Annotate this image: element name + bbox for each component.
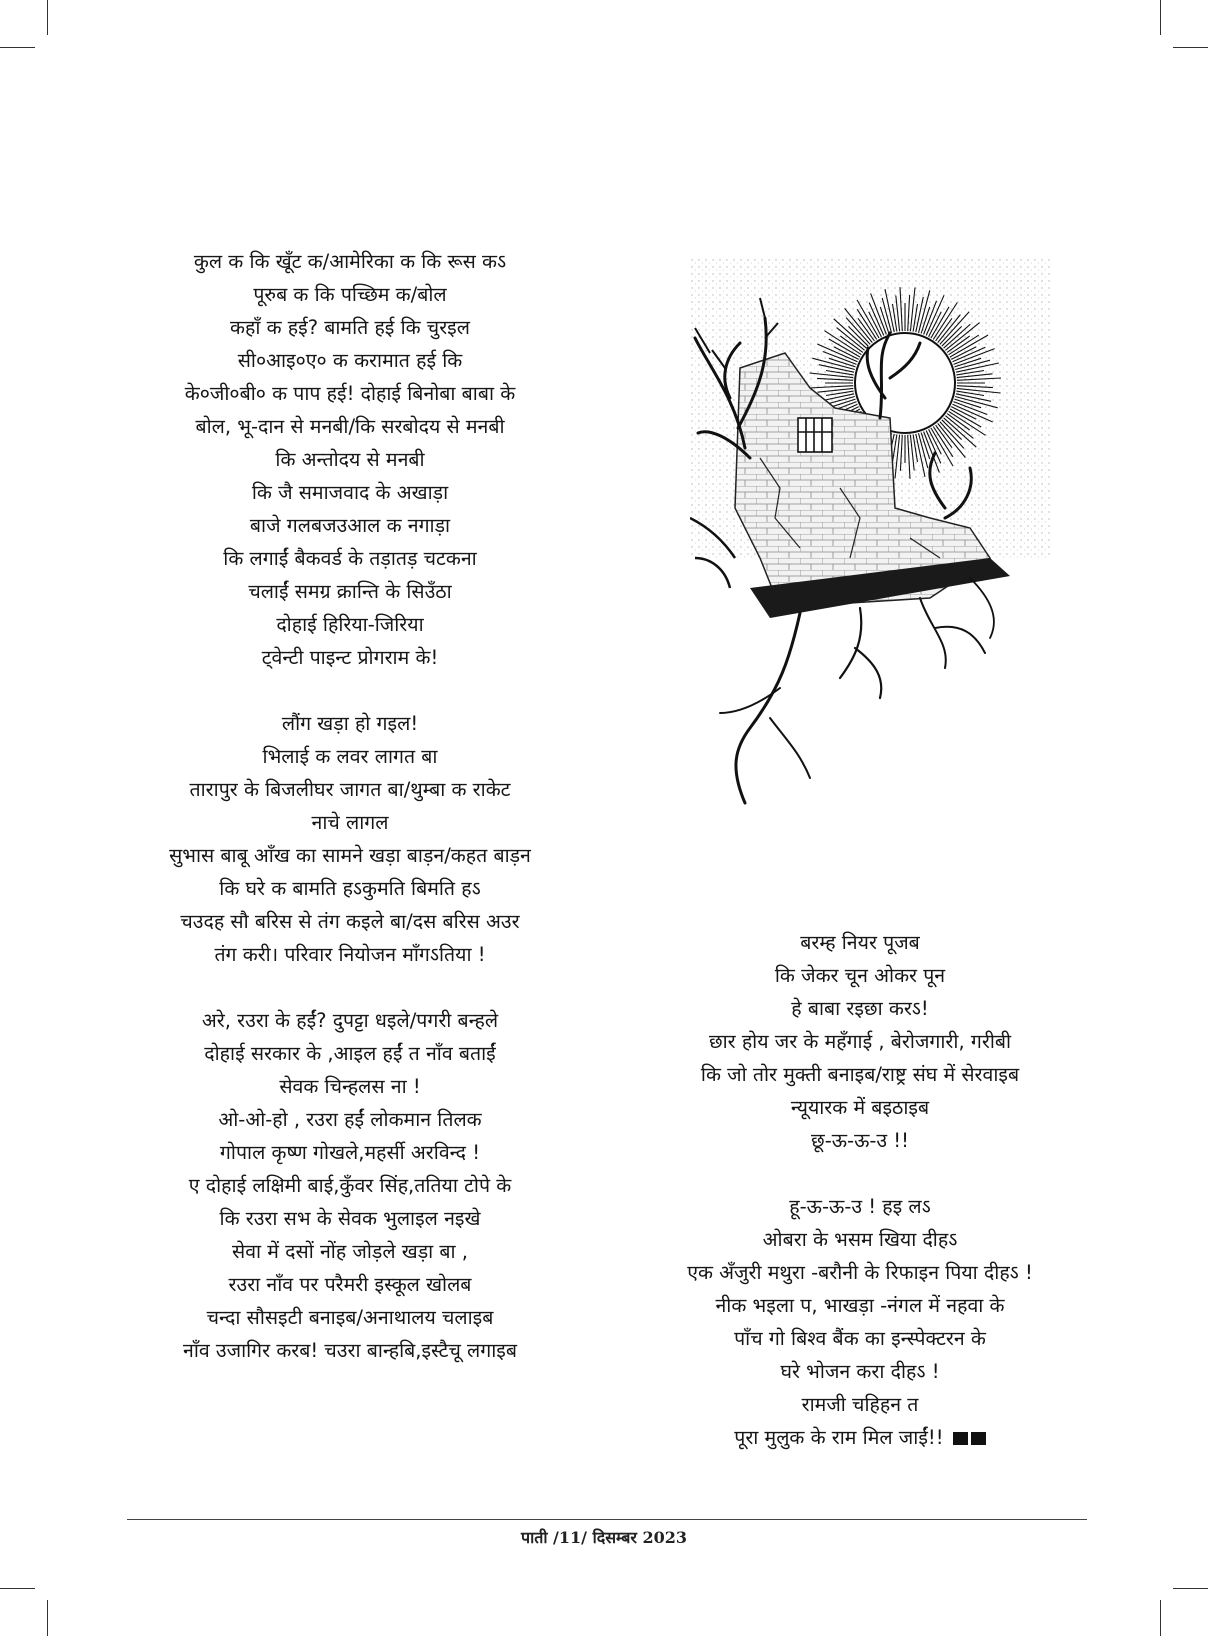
- poem-line: तारापुर के बिजलीघर जागत बा/थुम्बा क राकेट: [189, 778, 511, 801]
- stanza-2: [120, 707, 580, 971]
- window-icon: [798, 418, 832, 452]
- poem-line: सेवा में दसों नोंह जोड़ले खड़ा बा ,: [232, 1240, 468, 1263]
- crop-mark-bottom-right-h: [1173, 1588, 1208, 1589]
- crop-mark-bottom-right-v: [1160, 1600, 1161, 1636]
- poem-left-column: [120, 245, 580, 1367]
- stanza-1: [120, 245, 580, 674]
- crop-mark-top-right-h: [1173, 47, 1208, 48]
- crop-mark-top-left-h: [0, 47, 35, 48]
- end-mark-icon: [953, 1432, 968, 1445]
- poem-line: कि जेकर चून ओकर पून: [774, 964, 946, 987]
- poem-line: रामजी चहिहन त: [801, 1393, 919, 1416]
- poem-line: नाचे लागल: [311, 811, 389, 834]
- poem-line: गोपाल कृष्ण गोखले,महर्सी अरविन्द !: [219, 1141, 481, 1164]
- poem-line: चन्दा सौसइटी बनाइब/अनाथालय चलाइब: [206, 1306, 494, 1329]
- poem-line: एक अँजुरी मथुरा -बरौनी के रिफाइन पिया दीहऽ !: [687, 1261, 1033, 1284]
- poem-line: नीक भइला प, भाखड़ा -नंगल में नहवा के: [715, 1294, 1005, 1317]
- stanza-1: [640, 926, 1080, 1157]
- poem-line: छार होय जर के महँगाई , बेरोजगारी, गरीबी: [708, 1030, 1012, 1053]
- poem-line: लौंग खड़ा हो गइल!: [281, 712, 419, 735]
- poem-line: बाजे गलबजउआल क नगाड़ा: [249, 514, 451, 537]
- poem-line: के०जी०बी० क पाप हई! दोहाई बिनोबा बाबा के: [184, 382, 516, 405]
- poem-line: पाँच गो बिश्व बैंक का इन्स्पेक्टरन के: [734, 1327, 986, 1350]
- stanza-gap: [120, 674, 580, 707]
- last-line-text: पूरा मुलुक के राम मिल जाईं!!: [734, 1426, 944, 1449]
- poem-line: हू-ऊ-ऊ-उ ! हइ लऽ: [789, 1195, 931, 1218]
- stanza-2: [640, 1190, 1080, 1454]
- poem-line: बरम्ह नियर पूजब: [800, 931, 920, 954]
- poem-line: कि रउरा सभ के सेवक भुलाइल नइखे: [219, 1207, 481, 1230]
- poem-line: सुभास बाबू आँख का सामने खड़ा बाड़न/कहत बाड़न: [169, 844, 531, 867]
- crop-mark-bottom-left-v: [47, 1600, 48, 1636]
- ruined-wall-illustration: [690, 258, 1050, 808]
- poem-line: भिलाई क लवर लागत बा: [262, 745, 438, 768]
- poem-line: रउरा नाँव पर परैमरी इस्कूल खोलब: [228, 1273, 472, 1296]
- poem-line: घरे भोजन करा दीहऽ !: [780, 1360, 940, 1383]
- poem-line: कि घरे क बामति हऽकुमति बिमति हऽ: [219, 877, 481, 900]
- poem-line: कि जै समाजवाद के अखाड़ा: [251, 481, 449, 504]
- poem-line: न्यूयारक में बइठाइब: [790, 1096, 930, 1119]
- poem-line: ट्वेन्टी पाइन्ट प्रोगराम के!: [261, 646, 439, 669]
- poem-line: कि अन्तोदय से मनबी: [275, 448, 425, 471]
- poem-line: कहाँ क हई? बामति हई कि चुरइल: [230, 316, 470, 339]
- poem-line: ओ-ओ-हो , रउरा हईं लोकमान तिलक: [218, 1108, 482, 1131]
- poem-line: कुल क कि खूँट क/आमेरिका क कि रूस कऽ: [193, 250, 507, 273]
- poem-line: दोहाई हिरिया-जिरिया: [276, 613, 424, 636]
- poem-line: सेवक चिन्हलस ना !: [279, 1075, 421, 1098]
- crop-mark-top-right-v: [1160, 0, 1161, 35]
- poem-line: कि जो तोर मुक्ती बनाइब/राष्ट्र संघ में सेरवाइब: [700, 1063, 1020, 1086]
- poem-line: सी०आइ०ए० क करामात हई कि: [237, 349, 463, 372]
- poem-line: चउदह सौ बरिस से तंग कइले बा/दस बरिस अउर: [180, 910, 520, 933]
- poem-line: हे बाबा रइछा करऽ!: [791, 997, 929, 1020]
- stanza-gap: [640, 1157, 1080, 1190]
- poem-line: अरे, रउरा के हईं? दुपट्टा धइले/पगरी बन्हले: [201, 1009, 499, 1032]
- end-mark-icon: [971, 1432, 986, 1445]
- poem-right-column: [640, 926, 1080, 1454]
- poem-line: ओबरा के भसम खिया दीहऽ: [762, 1228, 958, 1251]
- poem-line: चलाईं समग्र क्रान्ति के सिउँठा: [248, 580, 452, 603]
- poem-line: नाँव उजागिर करब! चउरा बान्हबि,इस्टैचू लगाइब: [183, 1339, 517, 1362]
- stanza-gap: [120, 971, 580, 1004]
- poem-line: ए दोहाई लक्षिमी बाई,कुँवर सिंह,ततिया टोपे के: [188, 1174, 512, 1197]
- footer-divider: [127, 1519, 1087, 1520]
- poem-line: कि लगाईं बैकवर्ड के तड़ातड़ चटकना: [223, 547, 477, 570]
- poem-line: बोल, भू-दान से मनबी/कि सरबोदय से मनबी: [195, 415, 505, 438]
- page-footer: पाती /11/ दिसम्बर 2023: [520, 1528, 688, 1547]
- roots-icon: [720, 578, 994, 803]
- poem-line: पूरुब क कि पच्छिम क/बोल: [253, 283, 447, 306]
- stanza-3: [120, 1004, 580, 1367]
- poem-line: तंग करी। परिवार नियोजन माँगऽतिया !: [214, 943, 486, 966]
- poem-line: दोहाई सरकार के ,आइल हईं त नाँव बताईं: [204, 1042, 496, 1065]
- crop-mark-bottom-left-h: [0, 1588, 35, 1589]
- poem-last-line: [640, 1421, 1080, 1454]
- poem-line: छू-ऊ-ऊ-उ !!: [811, 1129, 909, 1152]
- crop-mark-top-left-v: [47, 0, 48, 35]
